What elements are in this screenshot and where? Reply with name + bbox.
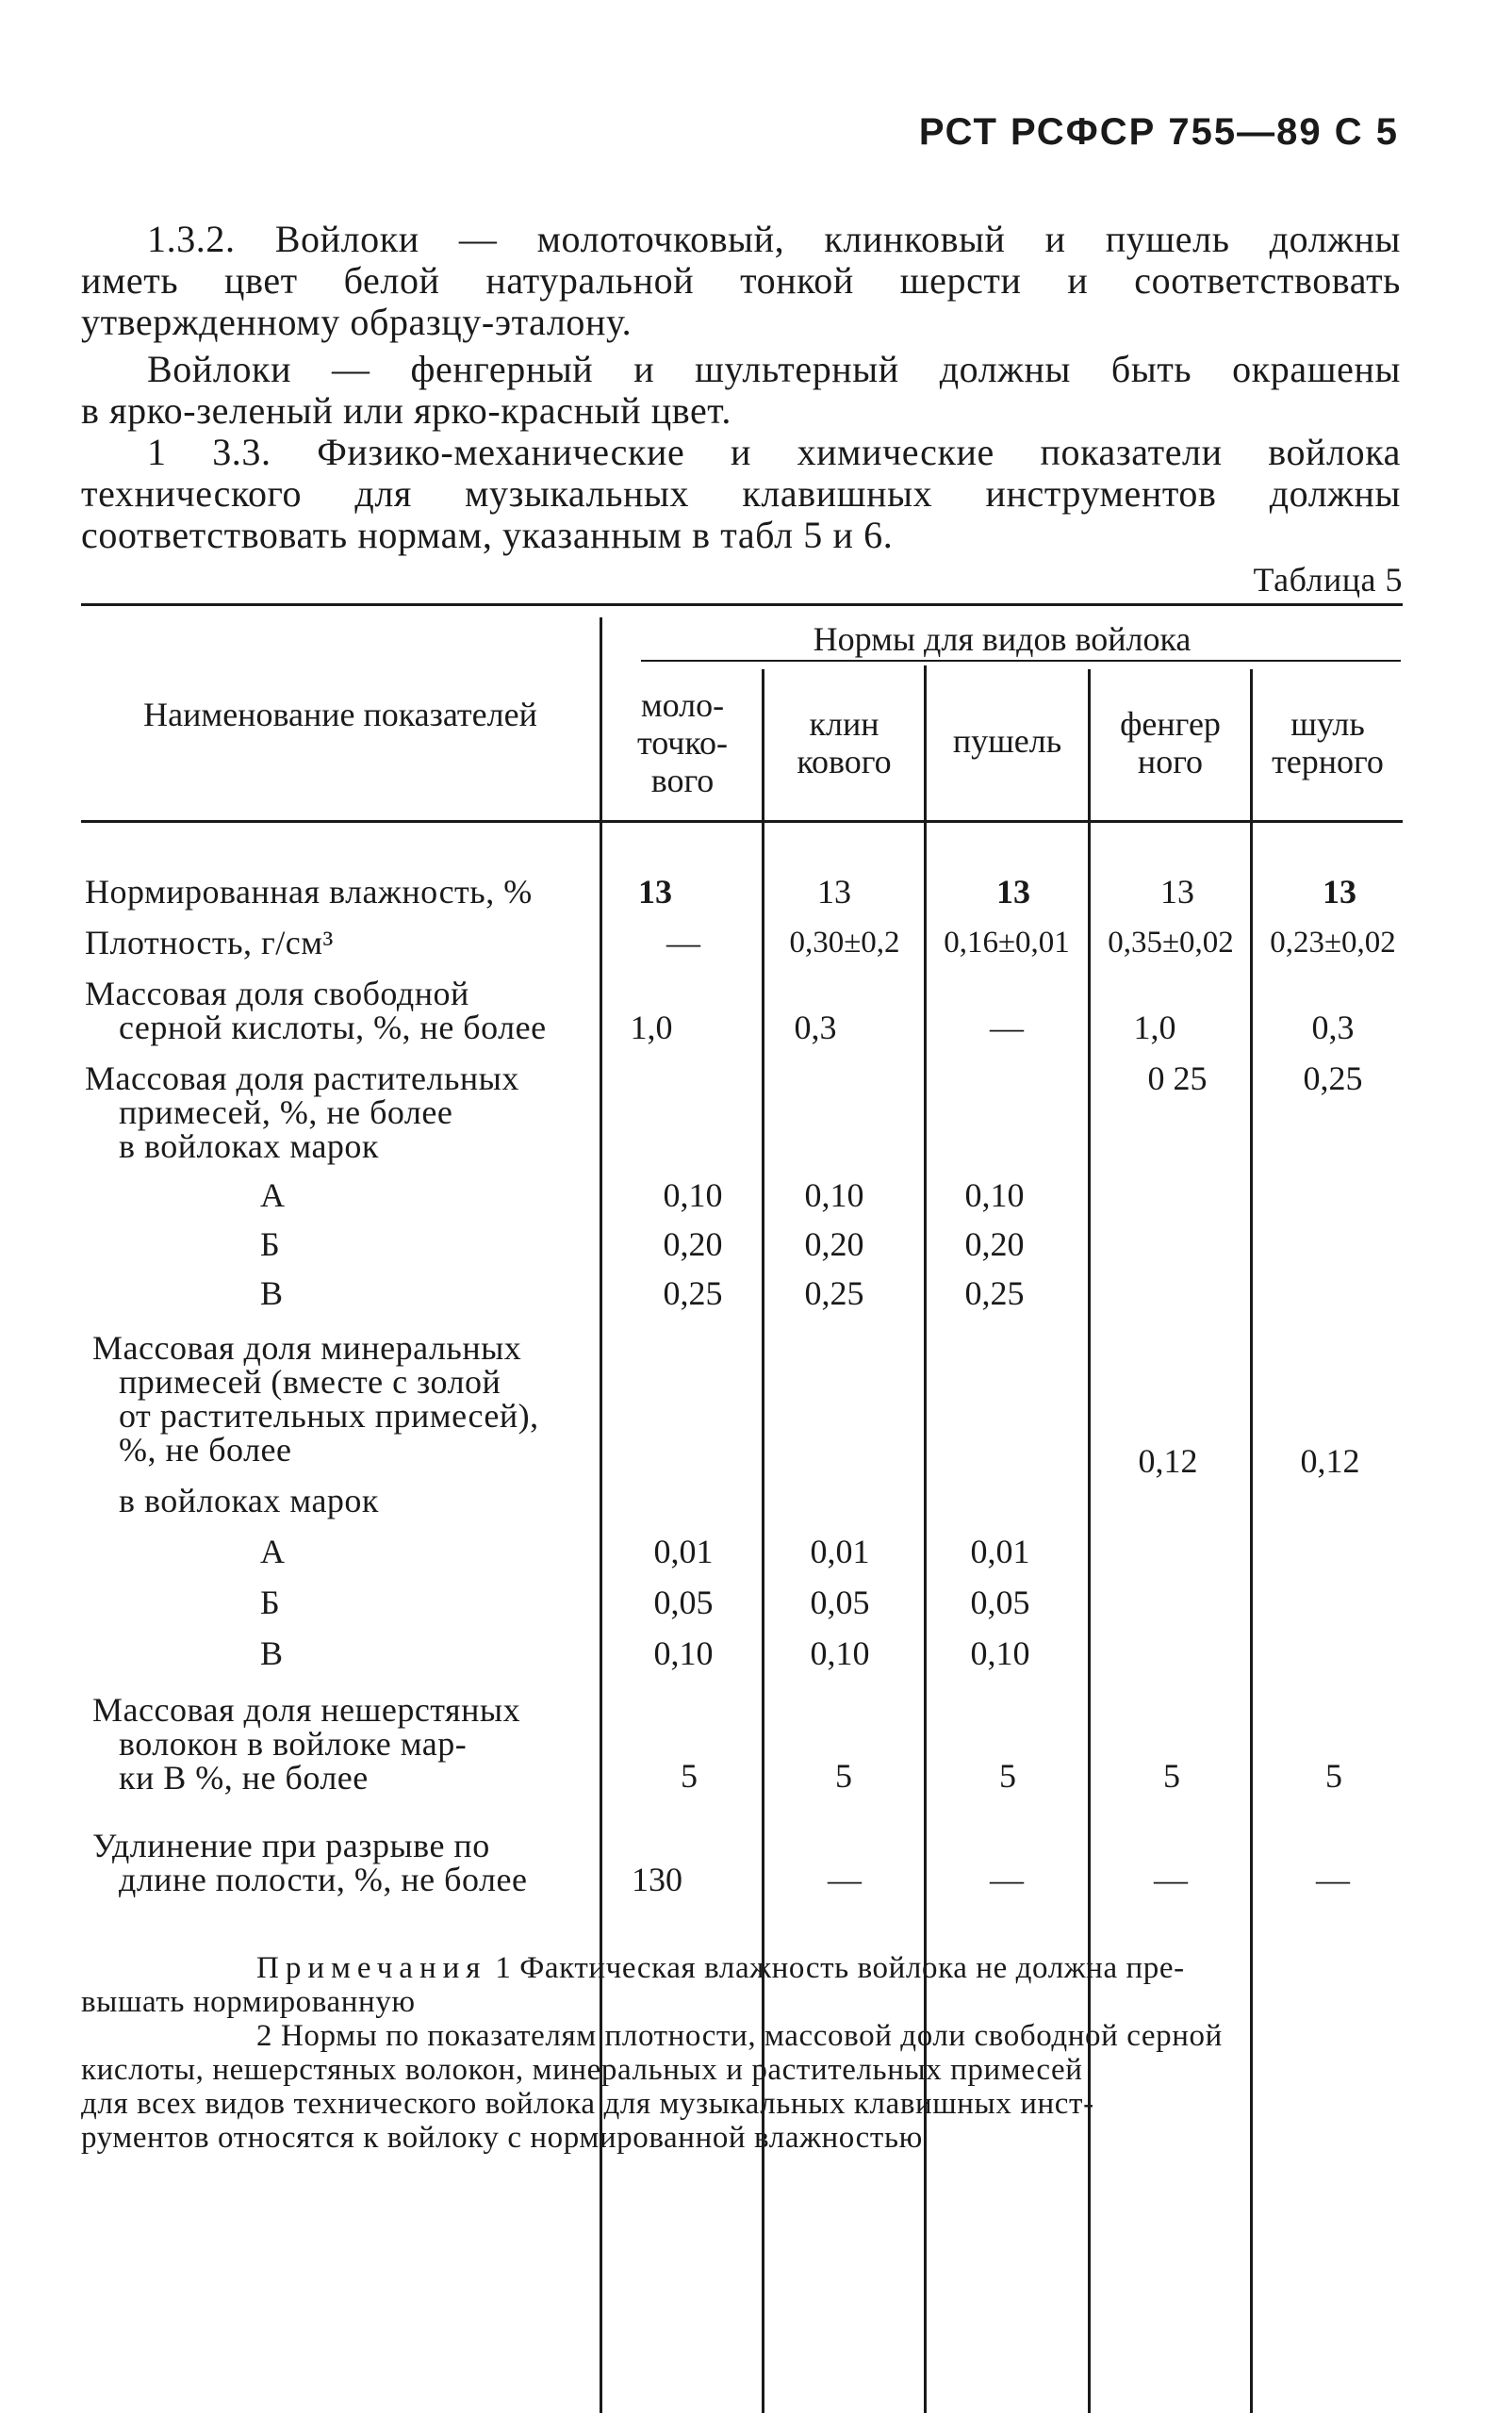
table-notes <box>81 1951 1410 2155</box>
text-line: технического для музыкальных клавишных инструментов должны <box>81 472 1401 515</box>
column-header-fenger <box>1091 705 1250 780</box>
table-cell: — <box>990 1861 1024 1898</box>
row-label: от растительных примесей), <box>119 1397 539 1435</box>
table-cell: 0,05 <box>653 1584 714 1621</box>
table-cell: 0,25 <box>804 1274 864 1312</box>
table-cell: 0,10 <box>663 1176 723 1214</box>
table-caption: Таблица 5 <box>1253 561 1403 599</box>
table-cell: 0,25 <box>663 1274 723 1312</box>
table-cell: 0 25 <box>1147 1059 1208 1097</box>
group-header-rule <box>641 660 1401 662</box>
table-cell: 0,3 <box>1311 1009 1355 1046</box>
note-line: для всех видов технического войлока для музыкальных клавишных инст- <box>81 2087 1094 2121</box>
text-line: иметь цвет белой натуральной тонкой шерсти и соответствовать <box>81 259 1401 302</box>
table-cell: 0,05 <box>970 1584 1030 1621</box>
table-cell: 0,10 <box>964 1176 1025 1214</box>
table-cell: 5 <box>1163 1757 1180 1795</box>
table-cell: 130 <box>632 1861 682 1898</box>
table-cell: 1,0 <box>1133 1009 1176 1046</box>
row-label: в войлоках марок <box>119 1482 379 1519</box>
table-cell: 0,16±0,01 <box>944 926 1070 960</box>
paragraph-1-3-3 <box>81 432 1401 556</box>
row-label-grade: В <box>260 1634 284 1672</box>
row-label-grade: Б <box>260 1584 281 1621</box>
table-cell: — <box>1316 1861 1350 1898</box>
column-group-header: Нормы для видов войлока <box>813 620 1192 658</box>
note-line: рументов относятся к войлоку с нормированной влажностью <box>81 2121 923 2155</box>
row-label: Массовая доля растительных <box>85 1059 519 1097</box>
text-line: Войлоки — фенгерный и шультерный должны быть окрашены <box>147 348 1401 390</box>
header-line: фенгер <box>1120 705 1221 743</box>
column-header-indicator: Наименование показателей <box>143 696 537 733</box>
table-cell: 13 <box>996 873 1030 911</box>
row-label-grade: А <box>260 1533 286 1570</box>
column-header-molotochkovy <box>603 686 762 799</box>
row-label: Удлинение при разрыве по <box>92 1827 490 1864</box>
table-cell: 0,10 <box>804 1176 864 1214</box>
row-label: Массовая доля минеральных <box>92 1329 522 1367</box>
header-line: пушель <box>952 722 1062 760</box>
header-line: клин <box>809 705 879 743</box>
column-header-shulter <box>1253 705 1403 780</box>
page-header: РСТ РСФСР 755—89 С 5 <box>918 111 1399 153</box>
row-label: в войлоках марок <box>119 1127 379 1165</box>
header-bottom-rule <box>81 820 1403 823</box>
row-label: примесей, %, не более <box>119 1093 453 1131</box>
table-cell: 0,12 <box>1138 1442 1198 1480</box>
row-label: Массовая доля нешерстяных <box>92 1691 521 1729</box>
table-cell: 1,0 <box>630 1009 673 1046</box>
table-cell: 0,12 <box>1300 1442 1360 1480</box>
table-cell: 0,25 <box>964 1274 1025 1312</box>
table-cell: 0,20 <box>804 1225 864 1263</box>
text-line: соответствовать нормам, указанным в табл 5 и 6. <box>81 514 894 556</box>
row-label: примесей (вместе с золой <box>119 1363 501 1401</box>
notes-heading: Примечания <box>256 1951 487 1985</box>
table-cell: 5 <box>681 1757 698 1795</box>
table-cell: 0,35±0,02 <box>1108 926 1234 960</box>
table-cell: 13 <box>1160 873 1194 911</box>
note-line: 2 Нормы по показателям плотности, массовой доли свободной серной <box>256 2019 1223 2053</box>
table-cell: 0,20 <box>964 1225 1025 1263</box>
note-text: 1 Фактическая влажность войлока не должна пре- <box>495 1951 1185 1985</box>
column-header-pushel <box>927 722 1088 760</box>
table-cell: 5 <box>835 1757 852 1795</box>
text-line: в ярко-зеленый или ярко-красный цвет. <box>81 389 731 432</box>
note-line: вышать нормированную <box>81 1985 416 2019</box>
table-cell: 0,10 <box>970 1634 1030 1672</box>
header-line: моло- <box>640 686 725 724</box>
header-line: шуль <box>1290 705 1365 743</box>
row-label: Массовая доля свободной <box>85 975 469 1012</box>
table-cell: 13 <box>1323 873 1356 911</box>
note-line: кислоты, нешерстяных волокон, минеральных и растительных примесей <box>81 2053 1083 2087</box>
table-cell: — <box>990 1009 1024 1046</box>
table-cell: 0,10 <box>653 1634 714 1672</box>
table-cell: 0,01 <box>970 1533 1030 1570</box>
header-line: точко- <box>636 724 729 762</box>
note-line <box>81 1951 1410 1985</box>
table-cell: 0,01 <box>653 1533 714 1570</box>
row-label-grade: А <box>260 1176 286 1214</box>
header-line: терного <box>1272 743 1384 780</box>
table-cell: 0,3 <box>794 1009 837 1046</box>
table-cell: 5 <box>1325 1757 1342 1795</box>
table-cell: 0,10 <box>810 1634 870 1672</box>
table-cell: 0,30±0,2 <box>789 926 900 960</box>
table-cell: 5 <box>999 1757 1016 1795</box>
table-cell: 13 <box>638 873 672 911</box>
header-line: кового <box>797 743 892 780</box>
row-label: %, не более <box>119 1431 292 1469</box>
table-top-rule <box>81 603 1403 606</box>
row-label: Плотность, г/см³ <box>85 924 334 961</box>
table-cell: 0,23±0,02 <box>1270 926 1396 960</box>
table-cell: — <box>666 924 700 961</box>
table-cell: 0,20 <box>663 1225 723 1263</box>
table-cell: 0,01 <box>810 1533 870 1570</box>
row-label: серной кислоты, %, не более <box>119 1009 547 1046</box>
row-label: Нормированная влажность, % <box>85 873 533 911</box>
table-cell: 0,25 <box>1303 1059 1363 1097</box>
table-cell: — <box>828 1861 862 1898</box>
paragraph-felt-colors <box>81 349 1401 432</box>
table-cell: 13 <box>817 873 851 911</box>
column-header-klinkovy <box>764 705 924 780</box>
text-line: утвержденному образцу-эталону. <box>81 301 633 343</box>
header-line: ного <box>1137 743 1204 780</box>
row-label: ки В %, не более <box>119 1759 369 1797</box>
row-label: волокон в войлоке мар- <box>119 1725 468 1763</box>
row-label: длине полости, %, не более <box>119 1861 528 1898</box>
header-line: вого <box>650 762 715 799</box>
table-cell: — <box>1154 1861 1188 1898</box>
paragraph-1-3-2 <box>81 219 1401 343</box>
row-label-grade: В <box>260 1274 284 1312</box>
text-line: 1 3.3. Физико-механические и химические показатели войлока <box>147 431 1401 473</box>
row-label-grade: Б <box>260 1225 281 1263</box>
text-line: 1.3.2. Войлоки — молоточковый, клинковый и пушель должны <box>147 218 1401 260</box>
table-cell: 0,05 <box>810 1584 870 1621</box>
